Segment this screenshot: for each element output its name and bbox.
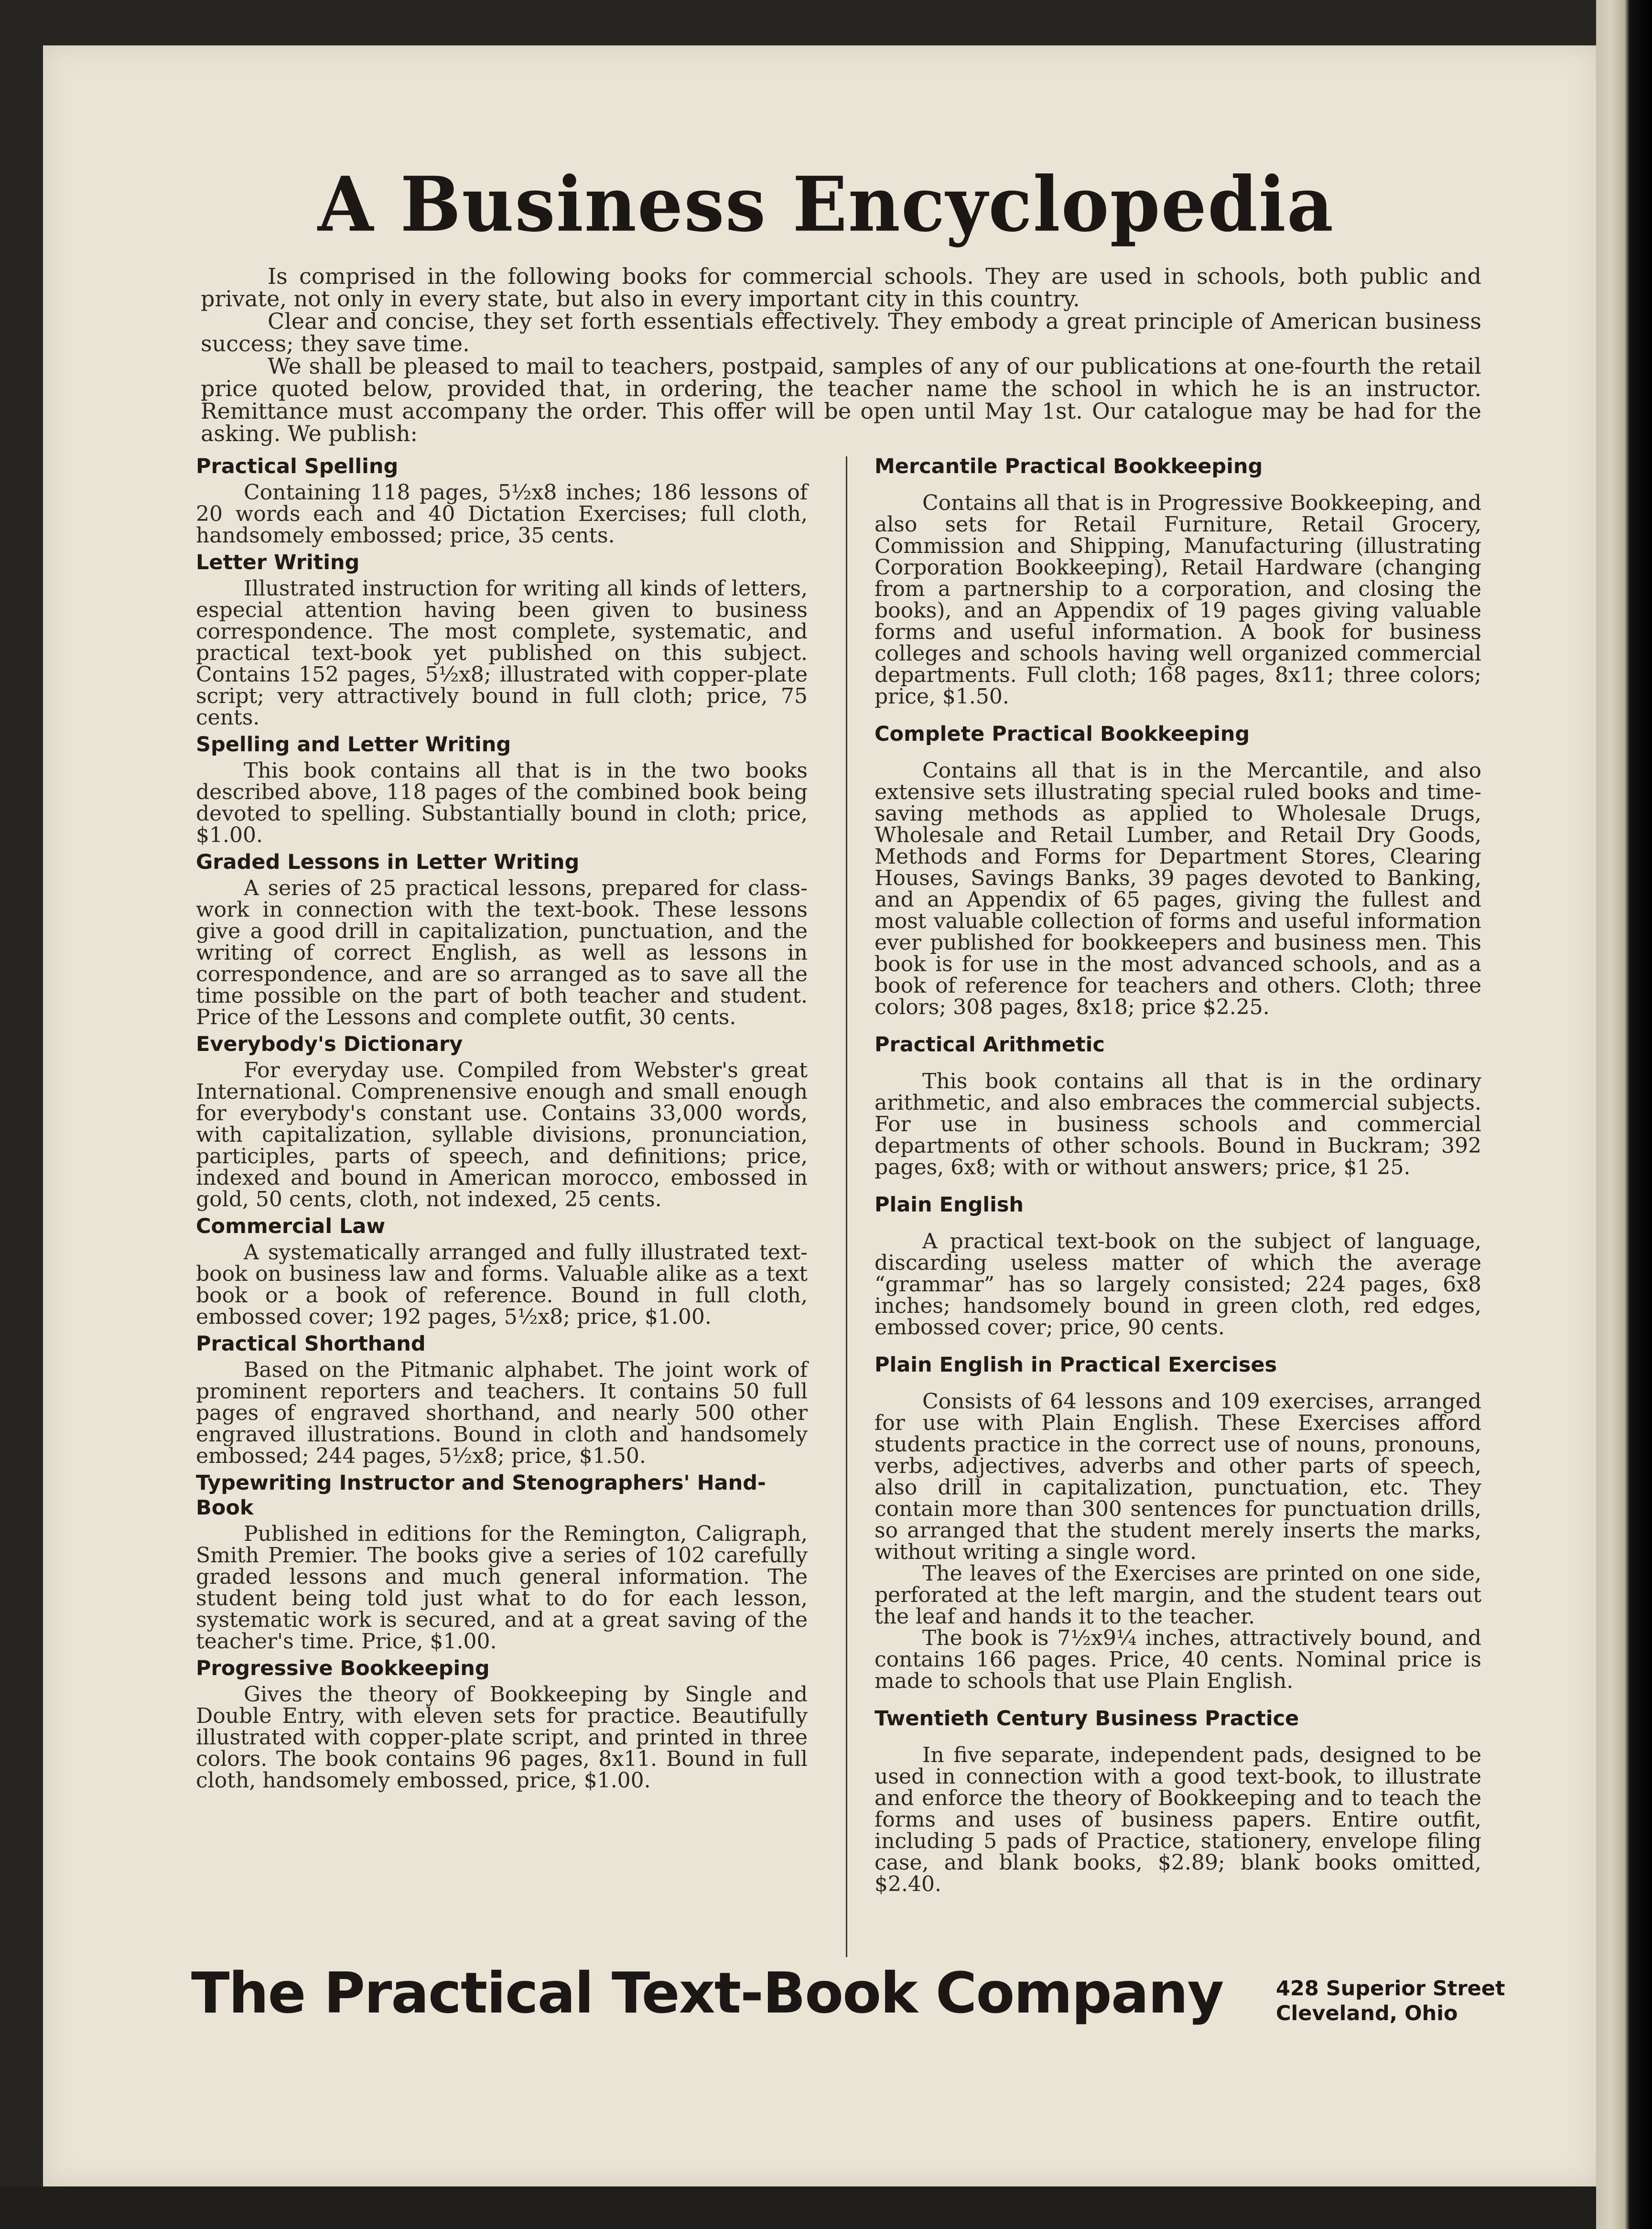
- book-title: Graded Lessons in Letter Writing: [196, 850, 580, 874]
- book-description: Gives the theory of Bookkeeping by Single and Double Entry, with eleven sets for practice. Beautifully illustrated with copper-plate script, and printed in three colors. The book contains 96 pages, 8x11. Bound in full cloth, handsomely embossed, price, $1.00.: [196, 1682, 808, 1793]
- publisher-name: The Practical Text-Book Company: [191, 1960, 1223, 2026]
- book-entry: [196, 850, 808, 1028]
- book-entry: [875, 1353, 1481, 1692]
- book-title: Practical Shorthand: [196, 1332, 426, 1356]
- right-column: [875, 454, 1481, 1909]
- book-entry: [196, 550, 808, 728]
- book-entry: [196, 1656, 808, 1791]
- column-divider: [846, 456, 847, 1957]
- address-city: Cleveland, Ohio: [1276, 2002, 1458, 2025]
- scan-border-top: [0, 0, 1596, 45]
- left-column: [196, 454, 808, 1795]
- scan-border-left: [0, 0, 43, 2229]
- book-entry: [196, 1331, 808, 1467]
- book-entry: [196, 1471, 808, 1652]
- book-title: Mercantile Practical Bookkeeping: [875, 454, 1263, 478]
- book-description: The leaves of the Exercises are printed on one side, perforated at the left margin, and the student tears out the leaf and hands it to the teacher.: [875, 1561, 1481, 1629]
- book-entry: [875, 1706, 1481, 1895]
- book-title: Typewriting Instructor and Stenographers' Hand-Book: [196, 1471, 766, 1520]
- book-title: Spelling and Letter Writing: [196, 733, 511, 757]
- book-title: Letter Writing: [196, 551, 360, 574]
- book-title: Progressive Bookkeeping: [196, 1656, 490, 1680]
- book-description: This book contains all that is in the two books described above, 118 pages of the combined book being devoted to spelling. Substantially bound in cloth; price, $1.00.: [196, 758, 808, 847]
- book-description: The book is 7½x9¼ inches, attractively bound, and contains 166 pages. Price, 40 cents. Nominal price is made to schools that use Plain English.: [875, 1626, 1481, 1693]
- book-entry: [875, 1192, 1481, 1338]
- intro-paragraph-2: Clear and concise, they set forth essentials effectively. They embody a great principle of American business success; they save time.: [201, 308, 1481, 357]
- book-entry: [196, 732, 808, 846]
- book-title: Plain English in Practical Exercises: [875, 1353, 1277, 1377]
- book-description: Published in editions for the Remington, Caligraph, Smith Premier. The books give a series of 102 carefully graded lessons and much general information. The student being told just what to do for each lesson, systematic work is secured, and at a great saving of the teacher's time. Price, $1.00.: [196, 1522, 808, 1654]
- publisher-address: [1276, 1976, 1505, 2026]
- book-title: Complete Practical Bookkeeping: [875, 722, 1250, 746]
- intro-paragraph-3: We shall be pleased to mail to teachers, postpaid, samples of any of our publications at one-fourth the retail price quoted below, provided that, in ordering, the teacher name the school in which he is an instructor. Remittance must accompany the order. This offer will be open until May 1st. Our catalogue may be had for the asking. We publish:: [201, 353, 1481, 446]
- book-description: Containing 118 pages, 5½x8 inches; 186 lessons of 20 words each and 40 Dictation Exercises; full cloth, handsomely embossed; price, 35 cents.: [196, 480, 808, 548]
- book-description: A practical text-book on the subject of language, discarding useless matter of which the average “grammar” has so largely consisted; 224 pages, 6x8 inches; handsomely bound in green cloth, red edges, embossed cover; price, 90 cents.: [875, 1229, 1481, 1340]
- book-entry: [196, 1032, 808, 1210]
- book-entry: [875, 454, 1481, 707]
- scan-border-bottom: [0, 2186, 1596, 2229]
- book-entry: [196, 454, 808, 546]
- book-title: Commercial Law: [196, 1214, 386, 1238]
- book-description: Contains all that is in Progressive Bookkeeping, and also sets for Retail Furniture, Retail Grocery, Commission and Shipping, Manufacturing (illustrating Corporation Bookkeeping), Retail Hardware (changing from a partnership to a corporation, and closing the books), and an Appendix of 19 pages giving valuable forms and useful information. A book for business colleges and schools having well organized commercial departments. Full cloth; 168 pages, 8x11; three colors; price, $1.50.: [875, 491, 1481, 709]
- book-title: Plain English: [875, 1193, 1024, 1217]
- book-description: A systematically arranged and fully illustrated text-book on business law and forms. Valuable alike as a text book or a book of reference. Bound in full cloth, embossed cover; 192 pages, 5½x8; price, $1.00.: [196, 1240, 808, 1329]
- page-edge-right: [1596, 0, 1652, 2229]
- book-description: Contains all that is in the Mercantile, and also extensive sets illustrating special ruled books and time-saving methods as applied to Wholesale Drugs, Wholesale and Retail Lumber, and Retail Dry Goods, Methods and Forms for Department Stores, Clearing Houses, Savings Banks, 39 pages devoted to Banking, and an Appendix of 65 pages, giving the fullest and most valuable collection of forms and useful information ever published for bookkeepers and business men. This book is for use in the most advanced schools, and as a book of reference for teachers and others. Cloth; three colors; 308 pages, 8x18; price $2.25.: [875, 758, 1481, 1019]
- book-title: Twentieth Century Business Practice: [875, 1707, 1299, 1731]
- book-entry: [196, 1214, 808, 1328]
- book-title: Everybody's Dictionary: [196, 1032, 463, 1056]
- book-description: For everyday use. Compiled from Webster's great International. Comprenensive enough and small enough for everybody's constant use. Contains 33,000 words, with capitalization, syllable divisions, pronunciation, participles, parts of speech, and definitions; price, indexed and bound in American morocco, embossed in gold, 50 cents, cloth, not indexed, 25 cents.: [196, 1058, 808, 1212]
- book-description: Consists of 64 lessons and 109 exercises, arranged for use with Plain English. These Exercises afford students practice in the correct use of nouns, pronouns, verbs, adjectives, adverbs and other parts of speech, also drill in capitalization, punctuation, etc. They contain more than 300 sentences for punctuation drills, so arranged that the student merely inserts the marks, without writing a single word.: [875, 1389, 1481, 1564]
- book-description: This book contains all that is in the ordinary arithmetic, and also embraces the commercial subjects. For use in business schools and commercial departments of other schools. Bound in Buckram; 392 pages, 6x8; with or without answers; price, $1 25.: [875, 1069, 1481, 1179]
- book-description: Based on the Pitmanic alphabet. The joint work of prominent reporters and teachers. It contains 50 full pages of engraved shorthand, and nearly 500 other engraved illustrations. Bound in cloth and handsomely embossed; 244 pages, 5½x8; price, $1.50.: [196, 1358, 808, 1468]
- book-description: Illustrated instruction for writing all kinds of letters, especial attention having been given to business correspondence. The most complete, systematic, and practical text-book yet published on this subject. Contains 152 pages, 5½x8; illustrated with copper-plate script; very attractively bound in full cloth; price, 75 cents.: [196, 576, 808, 730]
- book-title: Practical Arithmetic: [875, 1033, 1105, 1057]
- intro-paragraph-1: Is comprised in the following books for commercial schools. They are used in schools, both public and private, not only in every state, but also in every important city in this country.: [201, 263, 1481, 312]
- book-title: Practical Spelling: [196, 454, 399, 478]
- book-description: A series of 25 practical lessons, prepared for class-work in connection with the text-book. These lessons give a good drill in capitalization, punctuation, and the writing of correct English, as well as lessons in correspondence, and are so arranged as to save all the time possible on the part of both teacher and student. Price of the Lessons and complete outfit, 30 cents.: [196, 876, 808, 1029]
- intro-text: [201, 265, 1481, 445]
- book-entry: [875, 722, 1481, 1018]
- book-description: In five separate, independent pads, designed to be used in connection with a good text-book, to illustrate and enforce the theory of Bookkeeping and to teach the forms and uses of business papers. Entire outfit, including 5 pads of Practice, stationery, envelope filing case, and blank books, $2.89; blank books omitted, $2.40.: [875, 1743, 1481, 1896]
- book-entry: [875, 1032, 1481, 1178]
- address-street: 428 Superior Street: [1276, 1977, 1505, 2001]
- page-title: A Business Encyclopedia: [317, 160, 1335, 249]
